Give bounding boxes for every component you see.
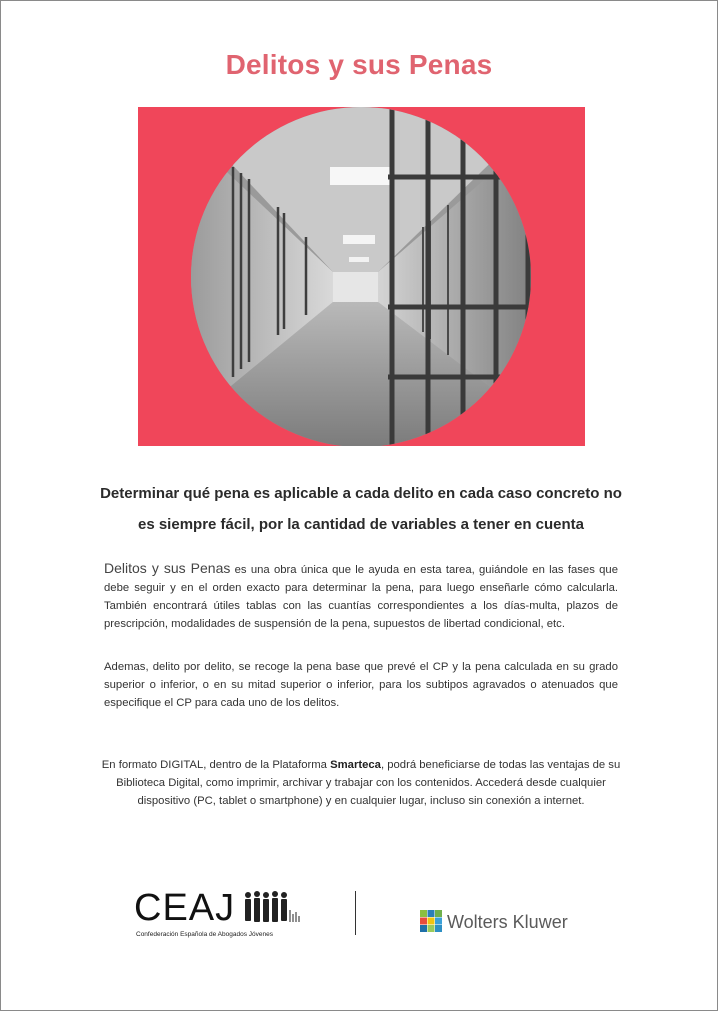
ceaj-logo-text: CEAJ bbox=[134, 887, 236, 929]
lead-line-1: Determinar qué pena es aplicable a cada delito en cada caso concreto no bbox=[100, 485, 622, 502]
prison-corridor-illustration bbox=[138, 107, 585, 446]
wolters-kluwer-logo bbox=[419, 909, 579, 937]
wolters-kluwer-text: Wolters Kluwer bbox=[447, 912, 568, 932]
lead-line-2: es siempre fácil, por la cantidad de variables a tener en cuenta bbox=[137, 516, 584, 533]
digital-format-paragraph bbox=[101, 756, 621, 810]
digital-text-before: En formato DIGITAL, dentro de la Plataforma bbox=[101, 759, 331, 771]
wolters-kluwer-mosaic-icon bbox=[419, 909, 443, 933]
ceaj-logo bbox=[134, 887, 304, 947]
description-text: es una obra única que le ayuda en esta tarea, guiándole en las fases que debe seguir y en el orden exacto para determinar la pena, para luego enseñarle cómo calcularla. También encontrará útiles tablas con las cuantías correspondientes a los días-multa, plazos de prescripción, modalidades de suspensión de la pena, supuestos de libertad condicional, etc. bbox=[104, 564, 618, 630]
page-title: Delitos y sus Penas bbox=[225, 49, 493, 80]
hero-image bbox=[138, 107, 585, 446]
book-title-inline: Delitos y sus Penas bbox=[104, 560, 231, 576]
details-paragraph: Ademas, delito por delito, se recoge la pena base que prevé el CP y la pena calculada en su grado superior o inferior, o en su mitad superior o inferior, para los subtipos agravados o atenuados que especifique el CP para cada uno de los delitos. bbox=[104, 661, 618, 709]
ceaj-subtitle: Confederación Española de Abogados Jóvenes bbox=[136, 931, 273, 938]
people-icon bbox=[242, 890, 304, 928]
description-paragraph bbox=[104, 559, 618, 633]
digital-text-after: , podrá beneficiarse de todas las ventajas de su Biblioteca Digital, como imprimir, archivar y trabajar con los contenidos. Accederá desde cualquier dispositivo (PC, tablet o smartphone) y en cualquier lugar, incluso sin conexión a internet. bbox=[116, 759, 621, 807]
smarteca-name: Smarteca bbox=[330, 759, 381, 771]
logo-divider bbox=[355, 891, 356, 935]
